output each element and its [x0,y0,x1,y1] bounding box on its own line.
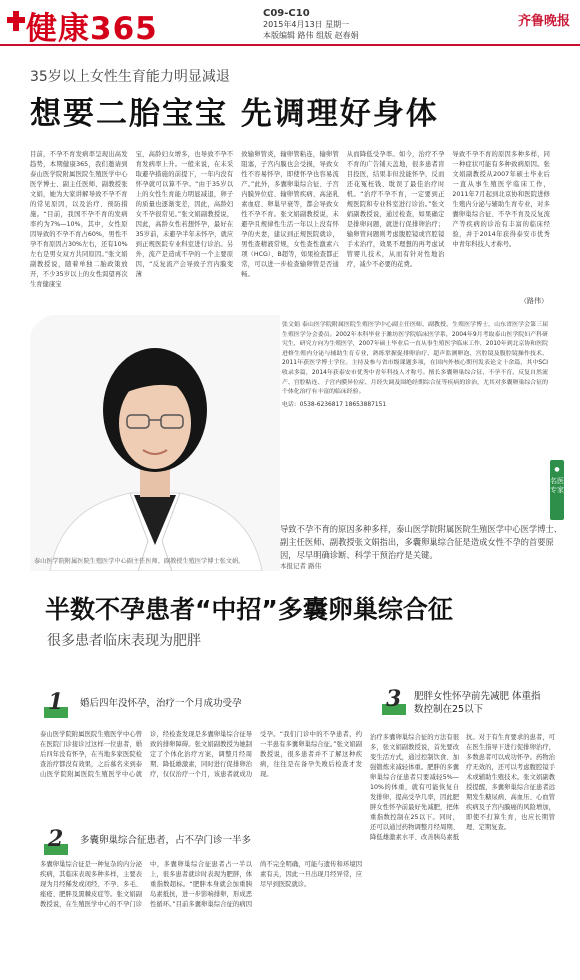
health-cross-icon [6,9,26,33]
reporter-credit: 本报记者 路伟 [280,562,322,570]
section-2-text: 多囊卵巢综合征是一种复杂的内分泌疾病，其临床表现多种多样，主要表现为月经稀发或闭经、不孕、多毛、痤疮、肥胖及黑棘皮症等。张文娟副教授说，在生殖医学中心的不孕门诊中，多囊卵巢综合征患者占一半以上，很多患者就诊时表现为肥胖，体重指数超标。“肥胖本身就会加重胰岛素抵抗，进一步影响排卵，形成恶性循环。”目前多囊卵巢综合征的病因尚不完全明确，可能与遗传和环境因素有关，因此一旦出现月经异常，应尽早到医院就诊。 [40,861,362,908]
article-body [30,150,550,305]
section-3-text: 治疗多囊卵巢综合征的方法有很多，张文娟副教授说，首先要改变生活方式，通过控制饮食、加强锻炼来减轻体重。肥胖的多囊卵巢综合征患者只要减轻5%—10%的体重，就有可能恢复自发排卵，提高受孕几率，因此肥胖女性怀孕前最好先减肥，把体重指数控制在25以下。同时，还可以通过药物调整月经周期、降低雄激素水平、改善胰岛素抵抗。对于有生育要求的患者，可在医生指导下进行促排卵治疗，多数患者可以成功怀孕。药物治疗无效的，还可以考虑腹腔镜手术或辅助生殖技术。张文娟副教授提醒，多囊卵巢综合征患者远期发生糖尿病、高血压、心血管疾病及子宫内膜癌的风险增加，即使不打算生育，也应长期管理、定期复查。 [370,734,555,841]
expert-intro: 导致不孕不育的原因多种多样，泰山医学院附属医院生殖医学中心医学博士、副主任医师、副教授张文娟指出，多囊卵巢综合征是造成女性不孕的首要原因，尽早明确诊断、科学干预治疗是关键。 [280,524,563,560]
contact-phone: 电话：0538-6236817 18653887151 [282,401,387,408]
doctor-portrait-icon [30,315,280,571]
section-title: 婚后四年没怀孕，治疗一个月成功受孕 [80,698,242,709]
section-number: 2 [48,826,64,852]
article-column: 致输卵管炎，输卵管粘连，输卵管阻塞，子宫内膜也会受损，导致女性不容易怀孕，即使怀孕也容易流产。”此外，多囊卵巢综合征、子宫内膜异位症、输卵管疾病、高泌乳素血症、卵巢早衰等，都会导致女性不孕不育。张文娟副教授说，未避孕且规律性生活一年以上没有怀孕的夫妻，建议到正规医院就诊，男性查精液常规，女性查性激素六项（HCG）、B超等，如果检查都正常，可以进一步检查输卵管是否通畅。 [241,151,339,278]
editor-credits: 本版编辑 路伟 组版 赵春娟 [263,31,359,40]
photo-caption: 泰山医学院附属医院生殖医学中心副主任医师、副教授生殖医学博士张文娟。 [34,558,245,565]
section-title: 肥胖女性怀孕前先减肥 体重指数控制在25以下 [414,691,541,715]
article-headline: 想要二胎宝宝 先调理好身体 [30,96,439,132]
newspaper-logo: 齐鲁晚报 [517,14,570,29]
expert-photo [30,315,280,571]
expert-tag [550,460,564,520]
section-1-text: 泰山医学院附属医院生殖医学中心曾在医院门诊接诊过这样一位患者，婚后四年没有怀孕，在当地多家医院检查治疗都没有效果，之后慕名来到泰山医学院附属医院生殖医学中心就诊，经检查发现是多囊卵巢综合征导致的排卵障碍。张文娟副教授为她制定了个体化治疗方案，调整月经周期、降低雄激素，同时进行促排卵治疗，仅仅治疗一个月，该患者就成功受孕。“我们门诊中的不孕患者，约一半患有多囊卵巢综合征。”张文娟副教授说，很多患者并不了解这种疾病，往往是在备孕失败后检查才发现。 [40,731,362,778]
masthead [0,0,580,46]
tag-dot-icon: ● [554,466,560,473]
tag-label: 名医专家 [550,477,564,494]
article-column: 导致不孕不育的原因多种多样，同一种症状可能有多种致病原因。张文娟副教授从2007年硕士毕业后一直从事生殖医学临床工作，2011年7月起到北京协和医院进修生殖内分泌与辅助生育专业，对多囊卵巢综合征、不孕不育及反复流产等疾病的诊治有丰富的临床经验，并于2014年获得泰安市优秀中青年科技人才称号。 [452,151,550,248]
section-number: 3 [386,686,402,712]
section-number-badge [378,686,406,714]
expert-bio [278,321,548,517]
expert-profile [30,315,568,571]
issue-info [263,8,359,41]
feature-title: 半数不孕患者“中招”多囊卵巢综合征 [45,595,453,624]
issue-date: 2015年4月13日 星期一 [263,20,350,29]
section-title: 多囊卵巢综合征患者，占不孕门诊一半多 [80,835,252,846]
article-kicker: 35岁以上女性生育能力明显减退 [30,69,230,85]
section-brand: 健康365 [26,11,158,47]
article-column: 从而降低受孕率。如今，治疗不孕不育的广告铺天盖地，很多患者盲目投医，结果非但没能怀孕，反而还花冤枉钱、耽误了最佳治疗时机。“治疗不孕不育，一定要到正规医院和专业科室进行诊治。”张文娟副教授说，通过检查，如果确定是排卵问题，就进行促排卵治疗；输卵管问题则考虑腹腔镜或宫腔镜手术治疗，效果不理想的再考虑试管婴儿技术，从而有针对性地治疗，减少不必要的花费。 [346,151,445,268]
article-byline: （路伟） [520,297,548,305]
section-number: 1 [48,689,64,715]
bio-text: 张文娟 泰山医学院附属医院生殖医学中心副主任医师、副教授、生殖医学博士，山东省医学会第三届生殖医学分会委员。2002年本科毕业于潍坊医学院临床医学系，2004年9月考取泰山医学院妇产科研究生，研究方向为生殖医学，2007年硕士毕业后一直从事生殖医学临床工作，2010年到北京协和医院进修生殖内分泌与辅助生育专业，熟练掌握促排卵治疗、超声监测卵泡、宫腔镜及腹腔镜操作技术，2011年获医学博士学位。主持及参与省市级课题多项，在国内外核心期刊发表论文十余篇，其中SCI收录多篇，2014年获泰安市优秀中青年科技人才称号。擅长多囊卵巢综合征、不孕不育、反复自然流产、宫腔粘连、子宫内膜异位症、月经失调及围绝经期综合征等疾病的诊治，尤其对多囊卵巢综合征的个体化治疗有丰富的临床经验。 [282,322,548,396]
section-number-badge [40,826,68,854]
page-number: C09-C10 [263,8,310,19]
feature-subtitle: 很多患者临床表现为肥胖 [47,633,201,649]
article-column: 目前，不孕不育发病率呈现出高发趋势，本期健康365，我们邀请到泰山医学院附属医院生殖医学中心医学博士、副主任医师、副教授张文娟，她为大家讲解导致不孕不育的常见原因，以及治疗、预防措施。“目前，我国不孕不育的发病率约为7%—10%，其中，女性原因导致的不孕不育占60%，男性不孕不育原因占30%左右，还有10%左右是男女双方共同原因。”张文娟副教授说，随着单独二胎政策放开，不少35岁以上的女性渴望再次生育健康宝 [30,151,128,288]
section-number-badge [40,689,68,717]
article-column: 宝，高龄妇女增多，也导致不孕不育发病率上升。一般来说，在未采取避孕措施的前提下，一年内没有怀孕就可以算不孕。“由于35岁以上的女性生育能力明显减退，卵子的质量也逐渐变差，因此，高龄妇女不孕很常见。”张文娟副教授说，因此，高龄女性若想怀孕，最好在35岁前，未避孕半年未怀孕，就应到正规医院专业科室进行诊治。另外，流产是造成不孕的一个主要原因，“反复流产会导致子宫内膜变薄 [135,151,234,278]
